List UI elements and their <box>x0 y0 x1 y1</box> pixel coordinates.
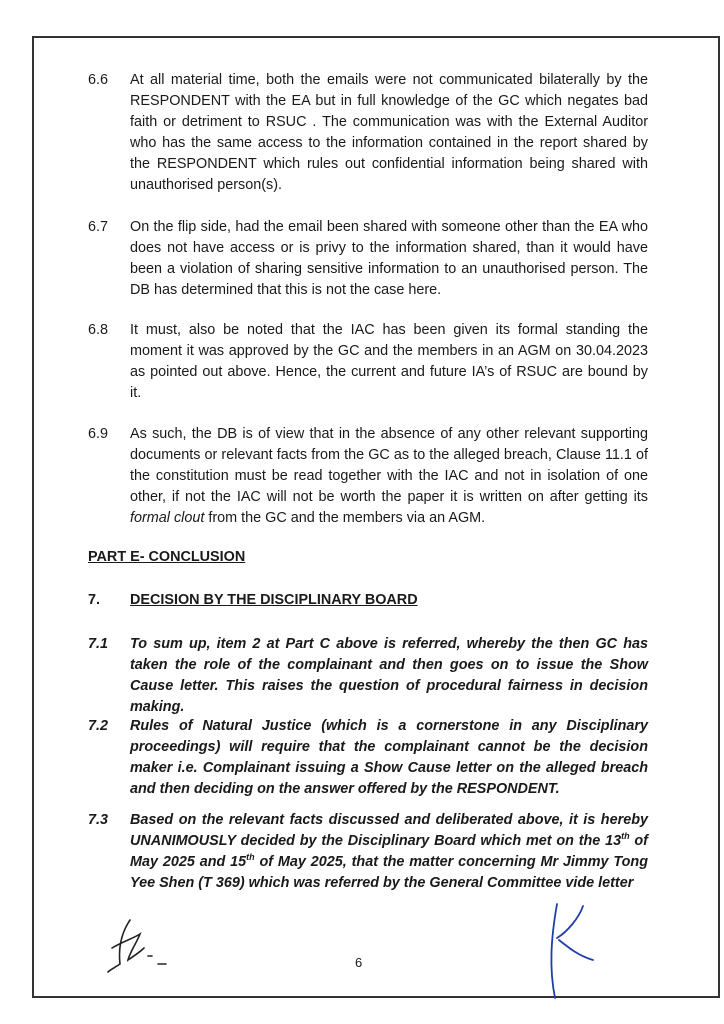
section-number: 7. <box>88 592 101 608</box>
text-run: of May 2025, that the matter concerning Mr Jimmy Tong Yee Shen (T 369) which was referred by the General Committee vide letter <box>130 854 648 891</box>
paragraph-6-9 <box>88 424 648 529</box>
paragraph-7-2 <box>88 716 648 800</box>
paragraph-number: 6.6 <box>88 72 109 88</box>
paragraph-6-7 <box>88 217 648 301</box>
paragraph-6-6 <box>88 70 648 196</box>
text-run: from the GC and the members via an AGM. <box>204 510 486 526</box>
paragraph-text: On the flip side, had the email been shared with someone other than the EA who does not have access or is privy to the information shared, than it would have been a violation of sharing sensitive information to an unauthorised person. The DB has determined that this is not the case here. <box>130 219 648 298</box>
paragraph-text: To sum up, item 2 at Part C above is referred, whereby the then GC has taken the role of the complainant and then goes on to issue the Show Cause letter. This raises the question of procedural fairness in decision making. <box>130 636 648 715</box>
paragraph-text: Rules of Natural Justice (which is a cornerstone in any Disciplinary proceedings) will require that the complainant cannot be the decision maker i.e. Complainant issuing a Show Cause letter on the alleged breach and then deciding on the answer offered by the RESPONDENT. <box>130 718 648 797</box>
paragraph-7-3 <box>88 810 648 894</box>
paragraph-number: 6.7 <box>88 219 109 235</box>
section-title: DECISION BY THE DISCIPLINARY BOARD <box>130 592 418 608</box>
paragraph-number: 6.9 <box>88 426 109 442</box>
part-e-heading: PART E- CONCLUSION <box>88 549 246 565</box>
paragraph-number: 7.2 <box>88 718 109 734</box>
signature-right <box>535 898 615 1003</box>
text-run: As such, the DB is of view that in the absence of any other relevant supporting documents or relevant facts from the GC as to the alleged breach, Clause 11.1 of the constitution must be read together with the IAC and not in isolation of one other, if not the IAC will not be worth the paper it is written on after getting its <box>130 426 648 505</box>
paragraph-6-8 <box>88 320 648 404</box>
paragraph-number: 7.3 <box>88 812 109 828</box>
ordinal-suffix: th <box>621 831 630 842</box>
signature-left <box>100 912 190 982</box>
page-number: 6 <box>355 955 363 970</box>
ordinal-suffix: th <box>246 852 255 863</box>
text-run: Based on the relevant facts discussed and deliberated above, it is hereby UNANIMOUSLY decided by the Disciplinary Board which met on the 13 <box>130 812 648 849</box>
paragraph-text: At all material time, both the emails were not communicated bilaterally by the RESPONDENT with the EA but in full knowledge of the GC which negates bad faith or detriment to RSUC . The communication was with the External Auditor who has the same access to the information contained in the report shared by the RESPONDENT which rules out confidential information being shared with unauthorised person(s). <box>130 72 648 193</box>
text-run: of May 2025 and 15 <box>130 833 648 870</box>
paragraph-number: 6.8 <box>88 322 109 338</box>
paragraph-7-1 <box>88 634 648 718</box>
paragraph-text: It must, also be noted that the IAC has been given its formal standing the moment it was approved by the GC and the members in an AGM on 30.04.2023 as pointed out above. Hence, the current and future IA’s of RSUC are bound by it. <box>130 322 648 401</box>
paragraph-text <box>130 810 648 894</box>
italic-text-run: formal clout <box>130 510 205 526</box>
paragraph-text <box>130 424 648 529</box>
paragraph-number: 7.1 <box>88 636 109 652</box>
section-7-heading <box>88 592 418 608</box>
